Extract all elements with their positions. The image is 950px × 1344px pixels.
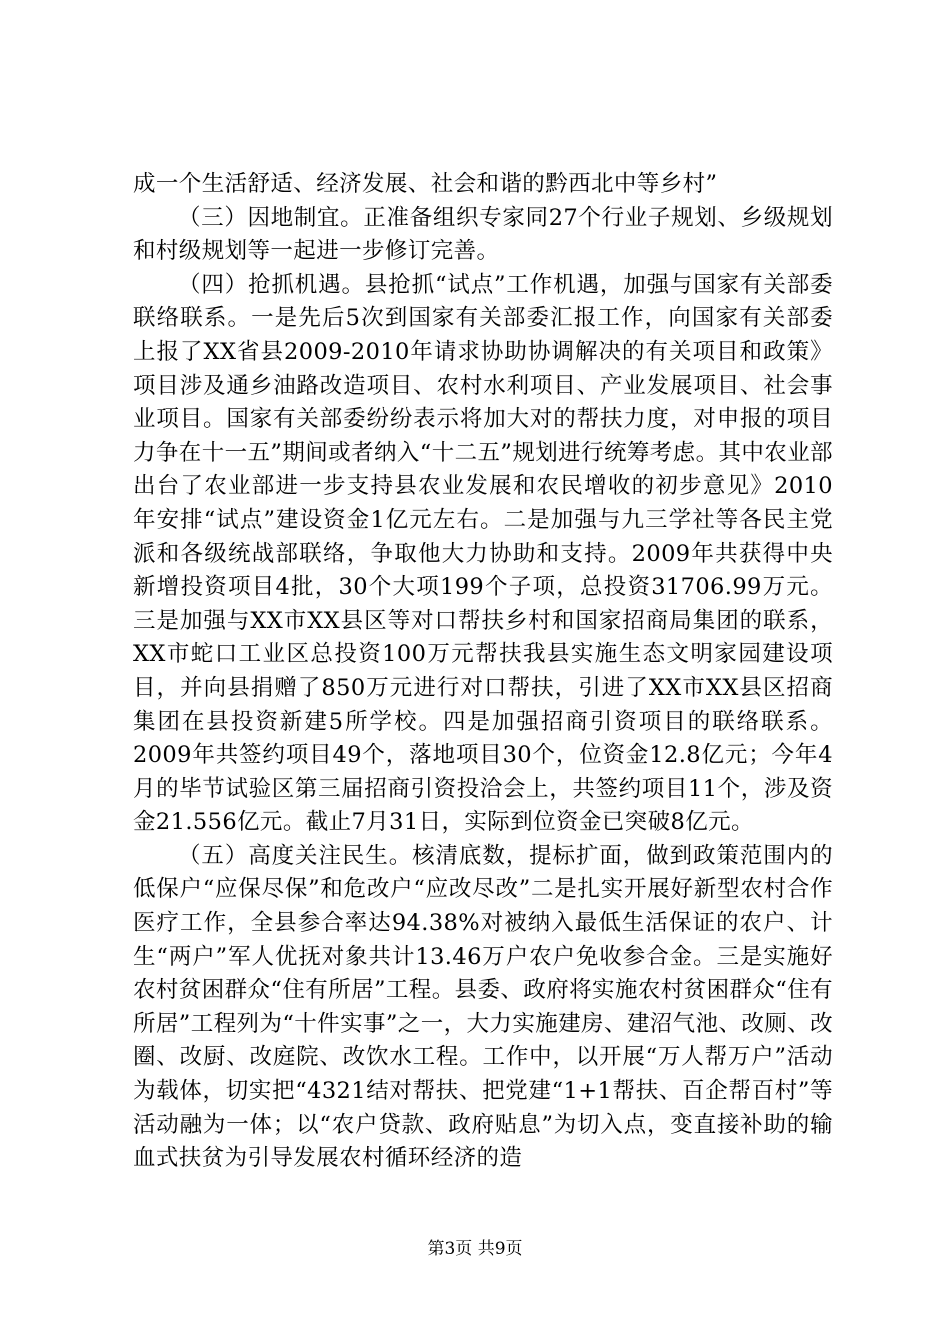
- document-body: [133, 168, 833, 1176]
- paragraph-continuation: 成一个生活舒适、经济发展、社会和谐的黔西北中等乡村”: [133, 171, 718, 197]
- page-footer: [0, 1238, 950, 1260]
- paragraph-section-5: （五）高度关注民生。核清底数，提标扩面，做到政策范围内的低保户“应保尽保”和危改户“应改尽改”二是扎实开展好新型农村合作医疗工作，全县参合率达94.38%对被纳入最低生活保证的农户、计生“两户”军人优抚对象共计13.46万户农户免收参合金。三是实施好农村贫困群众“住有所居”工程。县委、政府将实施农村贫困群众“住有所居”工程列为“十件实事”之一，大力实施建房、建沼气池、改厕、改圈、改厨、改庭院、改饮水工程。工作中，以开展“万人帮万户”活动为载体，切实把“4321结对帮扶、把党建“1+1帮扶、百企帮百村”等活动融为一体；以“农户贷款、政府贴息”为切入点，变直接补助的输血式扶贫为引导发展农村循环经济的造: [133, 842, 833, 1172]
- paragraph-section-4: （四）抢抓机遇。县抢抓“试点”工作机遇，加强与国家有关部委联络联系。一是先后5次到国家有关部委汇报工作，向国家有关部委上报了XX省县2009-2010年请求协助协调解决的有关项目和政策》项目涉及通乡油路改造项目、农村水利项目、产业发展项目、社会事业项目。国家有关部委纷纷表示将加大对的帮扶力度，对申报的项目力争在十一五”期间或者纳入“十二五”规划进行统筹考虑。其中农业部出台了农业部进一步支持县农业发展和农民增收的初步意见》2010年安排“试点”建设资金1亿元左右。二是加强与九三学社等各民主党派和各级统战部联络，争取他大力协助和支持。2009年共获得中央新增投资项目4批，30个大项199个子项，总投资31706.99万元。三是加强与XX市XX县区等对口帮扶乡村和国家招商局集团的联系，XX市蛇口工业区总投资100万元帮扶我县实施生态文明家园建设项目，并向县捐赠了850万元进行对口帮扶，引进了XX市XX县区招商集团在县投资新建5所学校。四是加强招商引资项目的联络联系。2009年共签约项目49个，落地项目30个，位资金12.8亿元；今年4月的毕节试验区第三届招商引资投洽会上，共签约项目11个，涉及资金21.556亿元。截止7月31日，实际到位资金已突破8亿元。: [133, 271, 833, 836]
- paragraph-section-3: （三）因地制宜。正准备组织专家同27个行业子规划、乡级规划和村级规划等一起进一步修订完善。: [133, 204, 833, 265]
- page-number: 第3页 共9页: [427, 1239, 523, 1259]
